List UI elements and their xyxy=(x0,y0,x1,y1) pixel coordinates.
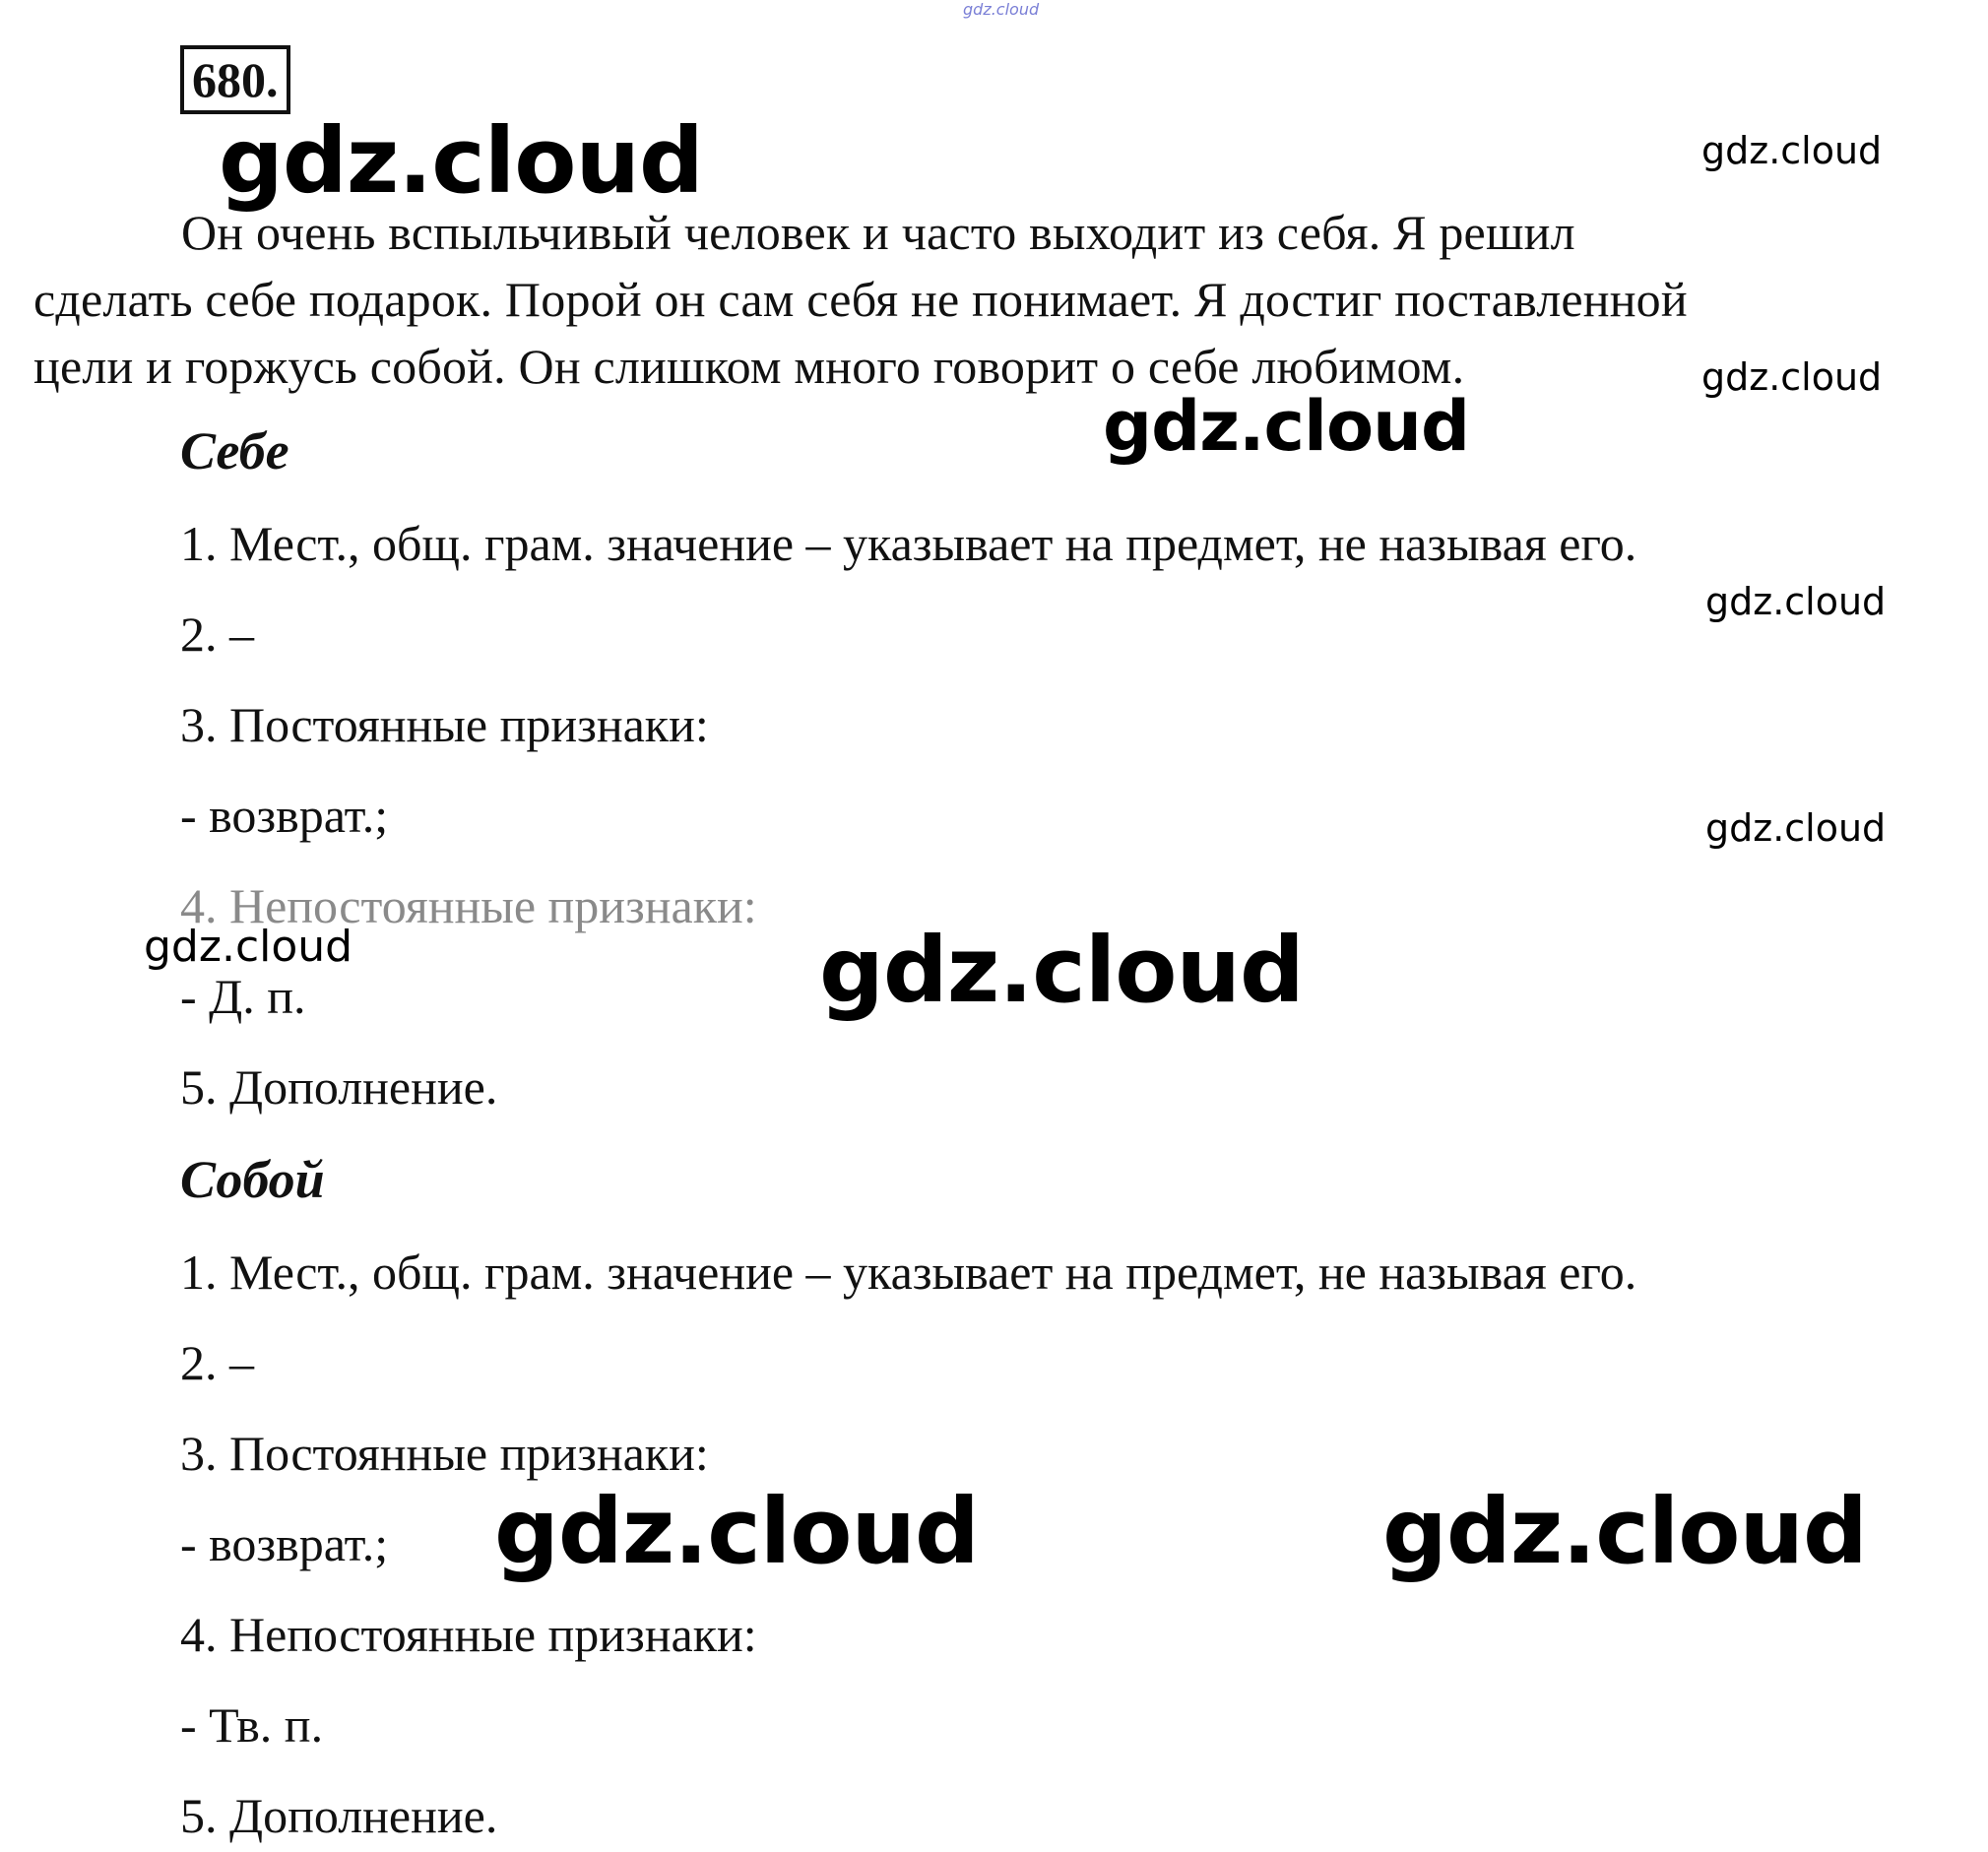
analysis-item: - Тв. п. xyxy=(180,1697,324,1753)
paragraph-line: сделать себе подарок. Порой он сам себя не понимает. Я достиг поставленной xyxy=(33,272,1688,327)
analysis-item: 1. Мест., общ. грам. значение – указывает на предмет, не называя его. xyxy=(180,516,1637,571)
watermark-large: gdz.cloud xyxy=(1382,1479,1867,1584)
top-watermark-mark: gdz.cloud xyxy=(963,0,1040,19)
analysis-word-heading: Собой xyxy=(180,1150,325,1209)
analysis-item: 4. Непостоянные признаки: xyxy=(180,1607,757,1662)
analysis-item: 2. – xyxy=(180,1335,254,1390)
exercise-paragraph xyxy=(33,199,1969,400)
watermark-small: gdz.cloud xyxy=(1701,129,1883,172)
watermark-small: gdz.cloud xyxy=(1705,580,1887,623)
watermark-large: gdz.cloud xyxy=(219,108,703,214)
paragraph-line: Он очень вспыльчивый человек и часто выходит из себя. Я решил xyxy=(181,205,1575,260)
analysis-item: 5. Дополнение. xyxy=(180,1059,498,1115)
analysis-item: 4. Непостоянные признаки: xyxy=(180,878,757,933)
analysis-item: 3. Постоянные признаки: xyxy=(180,697,709,752)
watermark-small: gdz.cloud xyxy=(1701,355,1883,399)
task-number-box: 680. xyxy=(180,45,290,114)
watermark-large: gdz.cloud xyxy=(819,918,1304,1023)
watermark-small: gdz.cloud xyxy=(1705,806,1887,850)
analysis-item: 3. Постоянные признаки: xyxy=(180,1426,709,1481)
analysis-item: 1. Мест., общ. грам. значение – указывает на предмет, не называя его. xyxy=(180,1245,1637,1300)
paragraph-line: цели и горжусь собой. Он слишком много говорит о себе любимом. xyxy=(33,339,1465,394)
watermark-small: gdz.cloud xyxy=(144,922,353,972)
analysis-word-heading: Себе xyxy=(180,421,289,480)
analysis-item: - возврат.; xyxy=(180,788,389,843)
analysis-item: 2. – xyxy=(180,607,254,662)
watermark-large: gdz.cloud xyxy=(494,1479,979,1584)
analysis-item: - возврат.; xyxy=(180,1516,389,1571)
analysis-item: 5. Дополнение. xyxy=(180,1788,498,1843)
analysis-item: - Д. п. xyxy=(180,969,306,1024)
watermark-medium: gdz.cloud xyxy=(1103,386,1470,467)
